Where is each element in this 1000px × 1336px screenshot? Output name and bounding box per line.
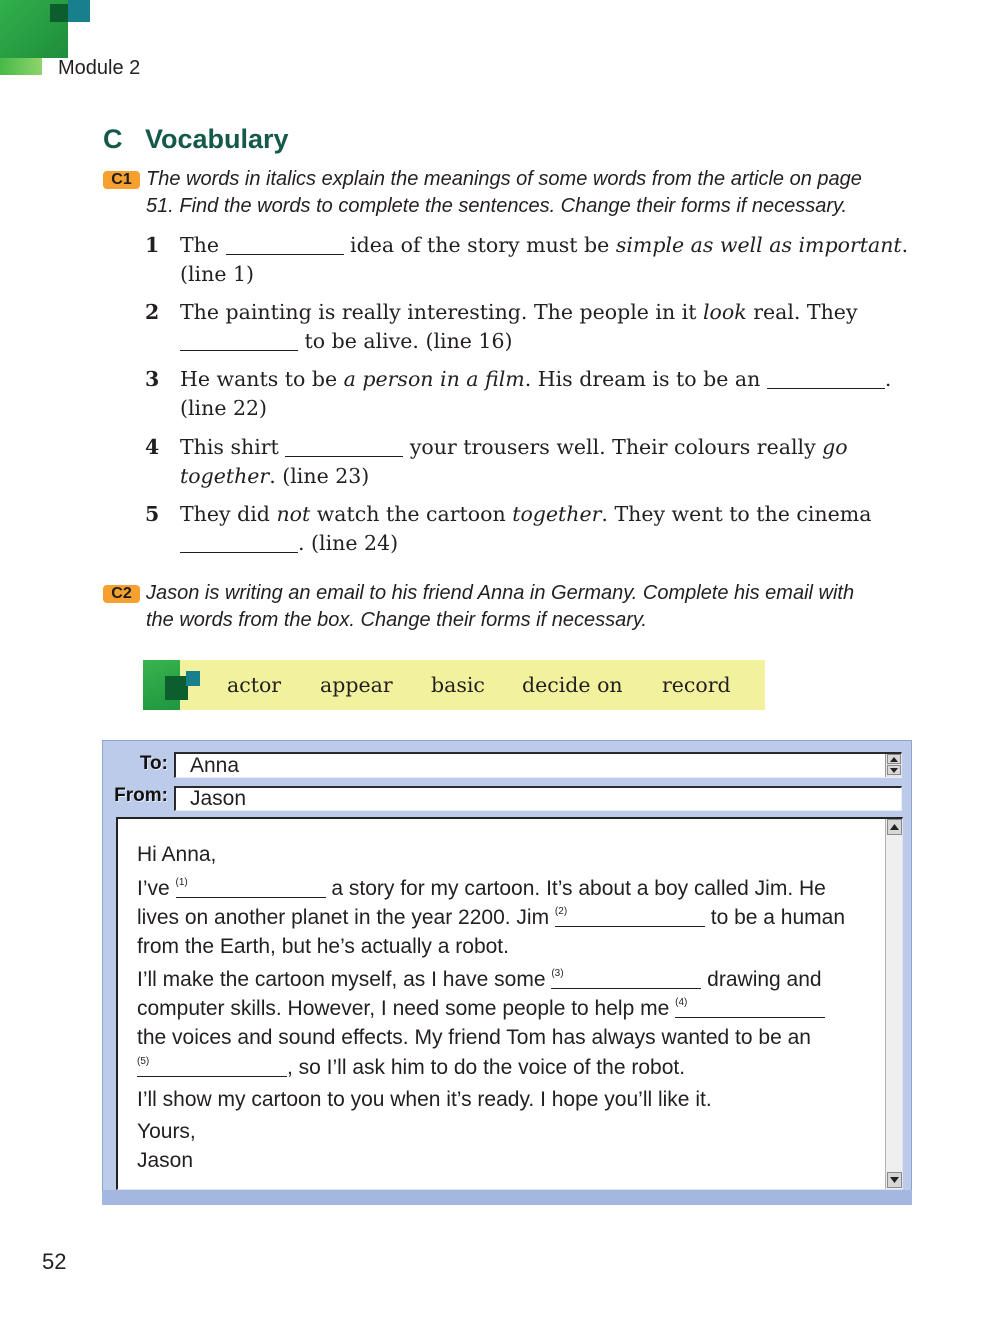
answer-blank-2[interactable] [554,906,705,927]
item-text: to be alive. (line 16) [298,329,513,353]
email-body-scrollbar[interactable] [885,819,902,1189]
item-text: He wants to be [180,367,344,391]
section-letter: C [103,124,123,154]
exercise-badge-c2: C2 [103,585,140,603]
item-number: 5 [145,502,160,526]
item-text: They did [180,502,277,526]
word-box-dark-square-icon [165,676,188,700]
c1-item-2 [145,298,858,356]
item-text: real. They [746,300,858,324]
email-line: I’ll show my cartoon to you when it’s ready. I hope you’ll like it. [137,1088,712,1111]
blank-number: (5) [137,1056,150,1067]
item-text: idea of the story must be [343,233,616,257]
module-corner-dark-square [50,4,68,22]
scroll-up-arrow-icon[interactable] [887,819,902,835]
email-window-bottom-band [102,1190,912,1205]
email-text: I’ve [137,877,176,900]
item-text: This shirt [180,435,286,459]
email-text: drawing and [701,968,822,991]
email-text: computer skills. However, I need some people to help me [137,997,676,1020]
instruction-line: the words from the box. Change their forms if necessary. [146,609,647,631]
email-text: to be a human [704,906,846,929]
item-line-reference: (line 1) [180,262,255,286]
c1-instructions [146,166,862,220]
email-line: the voices and sound effects. My friend Tom has always wanted to be an [137,1026,811,1049]
item-text: . [884,367,892,391]
blank-number: (3) [551,968,564,979]
item-italic-text: together [512,502,602,526]
item-text: . (line 23) [269,464,370,488]
email-line: from the Earth, but he’s actually a robot. [137,935,509,958]
answer-blank[interactable] [285,442,403,457]
module-label: Module 2 [58,57,141,79]
email-line [137,904,845,932]
email-signature: Jason [137,1149,194,1172]
item-italic-text: a person in a film [343,367,525,391]
blank-number: (1) [175,877,188,888]
item-number: 3 [145,367,160,391]
email-text: I’ll make the cartoon myself, as I have some [137,968,552,991]
email-line [137,995,825,1023]
word-box [143,660,765,710]
c2-instructions [146,580,854,634]
item-italic-text: together [180,464,270,488]
answer-blank[interactable] [767,374,885,389]
item-text: . They went to the cinema [601,502,872,526]
answer-blank[interactable] [226,240,344,255]
page-number: 52 [42,1249,67,1274]
from-label: From: [114,785,168,806]
c1-item-3 [145,365,891,423]
item-text: your trousers well. Their colours really [403,435,823,459]
item-number: 2 [145,300,160,324]
module-corner-teal-square [68,0,90,22]
email-closing: Yours, [137,1120,196,1143]
email-text: a story for my cartoon. It’s about a boy called Jim. He [325,877,826,900]
email-text: , so I’ll ask him to do the voice of the robot. [287,1056,686,1079]
item-text: The [180,233,226,257]
item-text: . (line 24) [298,531,399,555]
email-line [137,966,822,994]
blank-number: (4) [675,997,688,1008]
item-italic-text: not [276,502,311,526]
instruction-line: 51. Find the words to complete the sentences. Change their forms if necessary. [146,195,848,217]
item-number: 4 [145,435,160,459]
email-line [137,875,826,903]
item-italic-text: simple as well as important [615,233,902,257]
exercise-badge-c1: C1 [103,171,140,189]
answer-blank-4[interactable] [675,997,825,1018]
email-text: lives on another planet in the year 2200. Jim [137,906,555,929]
to-field-scroll [885,754,902,777]
item-text: watch the cartoon [310,502,513,526]
word-box-word: decide on [522,673,623,697]
section-title: Vocabulary [145,124,289,154]
c1-item-4 [145,433,848,491]
email-line [137,1054,685,1082]
item-italic-text: go [822,435,848,459]
c1-item-5 [145,500,871,558]
item-number: 1 [145,233,160,257]
word-box-teal-square-icon [186,671,200,686]
answer-blank[interactable] [180,538,298,553]
answer-blank-3[interactable] [551,968,701,989]
to-field[interactable]: Anna [174,752,902,778]
blank-number: (2) [554,906,568,917]
instruction-line: Jason is writing an email to his friend Anna in Germany. Complete his email with [146,582,855,604]
module-corner-decoration-strip [0,58,42,75]
email-greeting: Hi Anna, [137,843,217,866]
word-box-word: basic [431,673,485,697]
c1-item-1 [145,231,908,289]
item-text: . [901,233,909,257]
instruction-line: The words in italics explain the meanings of some words from the article on page [146,168,862,190]
word-box-word: actor [227,673,282,697]
item-text: . His dream is to be an [524,367,767,391]
word-box-word: appear [320,673,393,697]
answer-blank[interactable] [180,336,298,351]
answer-blank-5[interactable] [137,1056,287,1077]
scroll-down-arrow-icon[interactable] [887,1172,902,1188]
from-field[interactable]: Jason [174,786,902,811]
item-text: The painting is really interesting. The people in it [180,300,703,324]
answer-blank-1[interactable] [175,877,326,898]
word-box-word: record [662,673,731,697]
item-line-reference: (line 22) [180,396,268,420]
item-italic-text: look [703,300,747,324]
to-label: To: [139,753,168,774]
scroll-up-arrow-icon[interactable] [887,754,901,764]
scroll-down-arrow-icon[interactable] [887,765,901,775]
